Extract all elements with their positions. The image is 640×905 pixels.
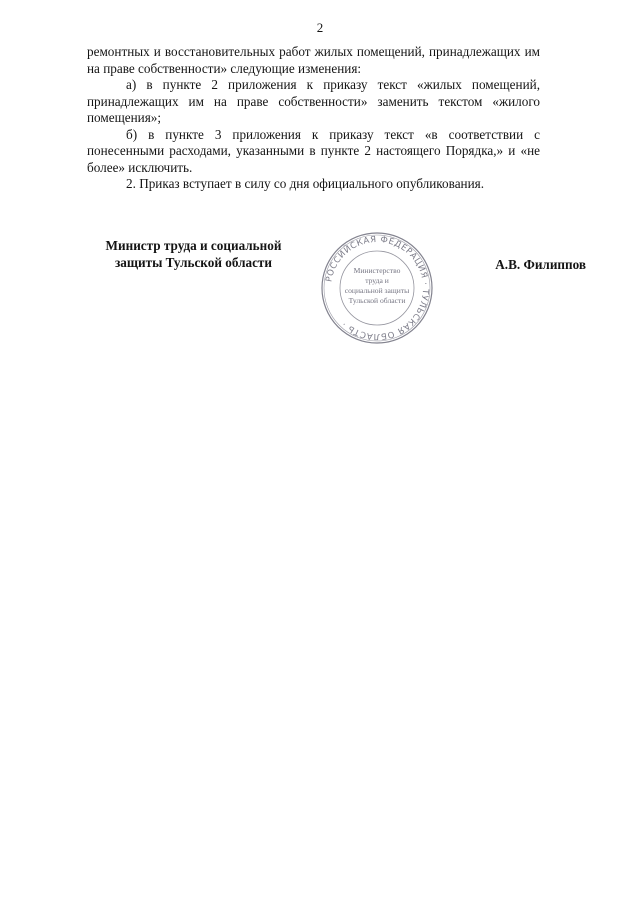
seal-graphic [313,228,441,348]
paragraph-item-a: а) в пункте 2 приложения к приказу текст «жилых помещений, принадлежащих им на праве собственности» заменить текстом «жилого помещения»; [87,77,540,125]
svg-text:Министерство: Министерство [353,266,401,275]
paragraph-effective-date: 2. Приказ вступает в силу со дня официального опубликования. [126,176,485,191]
official-seal-stamp [313,228,441,348]
signer-title [87,237,300,271]
svg-text:социальной защиты: социальной защиты [344,286,410,295]
svg-text:РОССИЙСКАЯ ФЕДЕРАЦИЯ · ТУЛЬСКА: РОССИЙСКАЯ ФЕДЕРАЦИЯ · ТУЛЬСКАЯ ОБЛАСТЬ · [324,234,431,342]
svg-text:труда и: труда и [365,276,389,285]
document-body [87,44,540,193]
signer-title-line-1: Министр труда и социальной [105,238,282,253]
page-number: 2 [316,20,324,35]
paragraph-continuation: ремонтных и восстановительных работ жилых помещений, принадлежащих им на праве собственности» следующие изменения: [87,44,540,76]
paragraph-item-b: б) в пункте 3 приложения к приказу текст «в соответствии с понесенными расходами, указанными в пункте 2 настоящего Порядка,» и «не более» исключить. [87,126,540,175]
signature-block [0,234,640,342]
signer-name: А.В. Филиппов [495,257,586,272]
signer-title-line-2: защиты Тульской области [114,255,273,270]
svg-text:Тульской области: Тульской области [348,296,406,305]
